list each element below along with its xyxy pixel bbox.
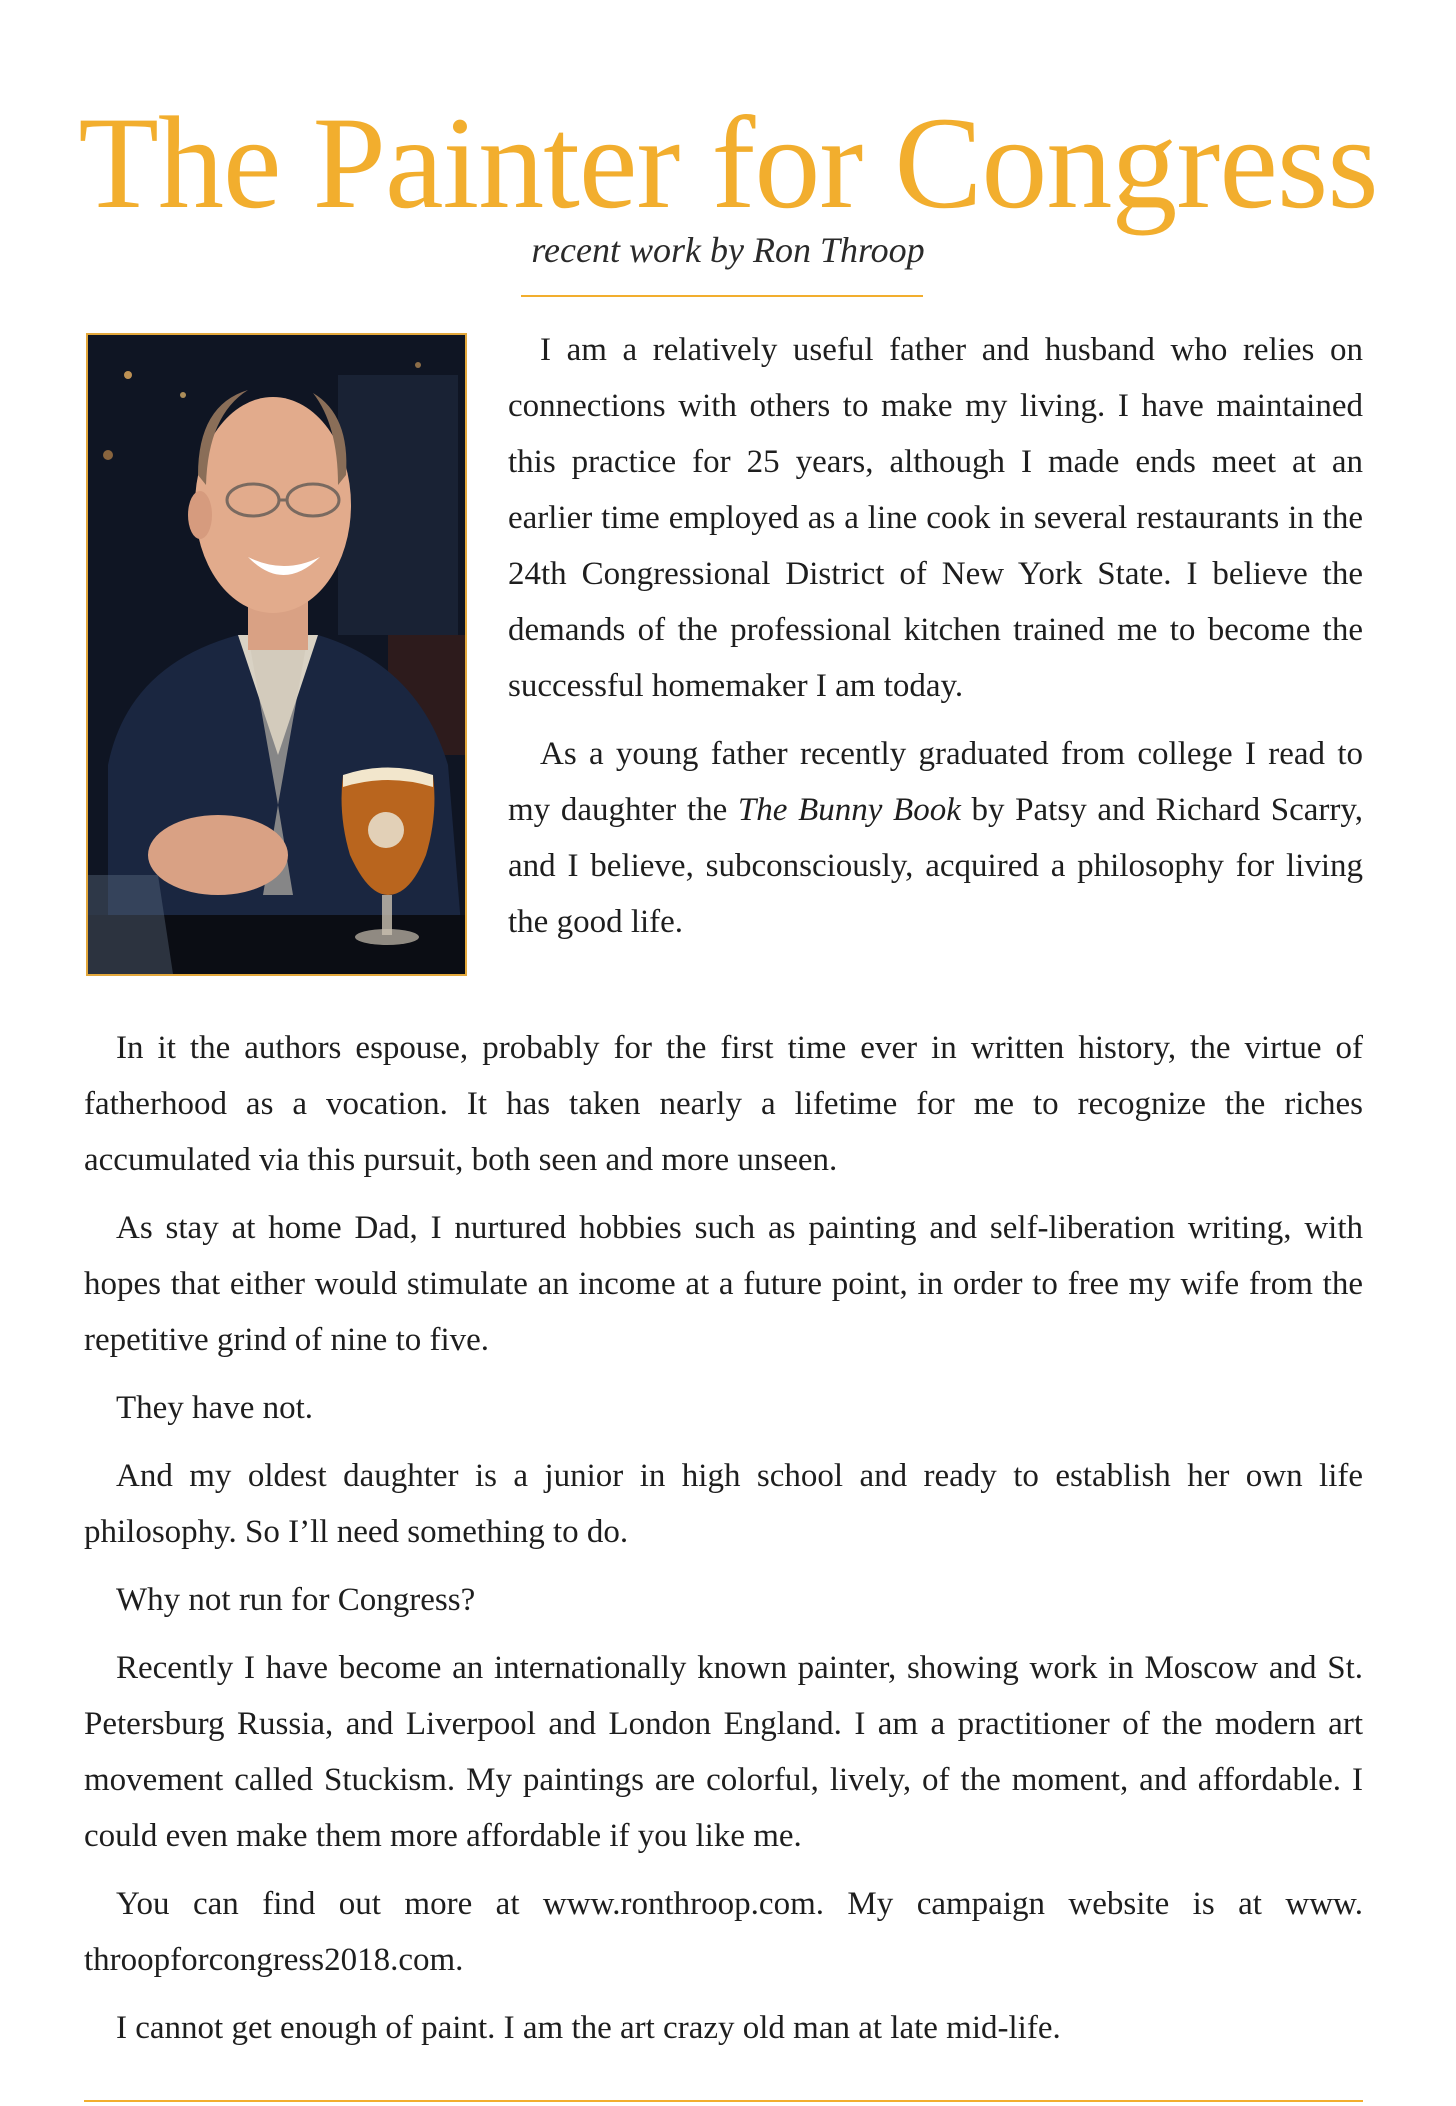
paragraph-closing: I cannot get enough of paint. I am the art crazy old man at late mid-life. — [116, 2010, 1061, 2046]
paragraph-bunny-book-end: by Patsy and Richard Scarry, and I believe, subconsciously, acquired a philosophy for living the good life. — [508, 792, 1364, 940]
paragraph-they-have-not: They have not. — [116, 1390, 314, 1426]
paragraph-congress-question: Why not run for Congress? — [116, 1582, 476, 1618]
book-title: The Bunny Book — [737, 792, 961, 828]
article-column-right — [508, 322, 1363, 962]
paragraph-hobbies: As stay at home Dad, I nurtured hobbies such as painting and self-liberation writing, with hopes that either would stimulate an income at a future point, in order to free my wife from the repetitive grind of nine to five. — [84, 1210, 1363, 1358]
portrait-photo-icon — [88, 335, 465, 974]
paragraph-bunny-book — [508, 726, 1363, 950]
footer-divider — [84, 2100, 1363, 2102]
paragraph-websites: You can find out more at www.ronthroop.com. My campaign website is at www. throopforcongress2018.com. — [84, 1886, 1363, 1978]
paragraph-bunny-book-start: As a young father recently graduated from college I read to my daughter the — [508, 736, 1363, 828]
paragraph-daughter: And my oldest daughter is a junior in high school and ready to establish her own life philosophy. So I’ll need something to do. — [84, 1458, 1363, 1550]
subtitle-divider — [521, 295, 923, 297]
paragraph-painter: Recently I have become an internationally known painter, showing work in Moscow and St. Petersburg Russia, and Liverpool and London England. I am a practitioner of the modern art movement called Stuckism. My paintings are colorful, lively, of the moment, and affordable. I could even make them more affordable if you like me. — [84, 1650, 1363, 1854]
author-portrait-photo — [86, 333, 467, 976]
paragraph-fatherhood: In it the authors espouse, probably for the first time ever in written history, the virtue of fatherhood as a vocation. It has taken nearly a lifetime for me to recognize the riches accumulated via this pursuit, both seen and more unseen. — [84, 1030, 1363, 1178]
byline: recent work by Ron Throop — [531, 230, 925, 270]
article-body — [84, 1020, 1363, 2068]
page-title: The Painter for Congress — [78, 89, 1378, 236]
paragraph-intro: I am a relatively useful father and husband who relies on connections with others to make my living. I have maintained this practice for 25 years, although I made ends meet at an earlier time employed as a line cook in several restaurants in the 24th Congressional District of New York State. I believe the demands of the professional kitchen trained me to become the successful homemaker I am today. — [508, 332, 1363, 704]
